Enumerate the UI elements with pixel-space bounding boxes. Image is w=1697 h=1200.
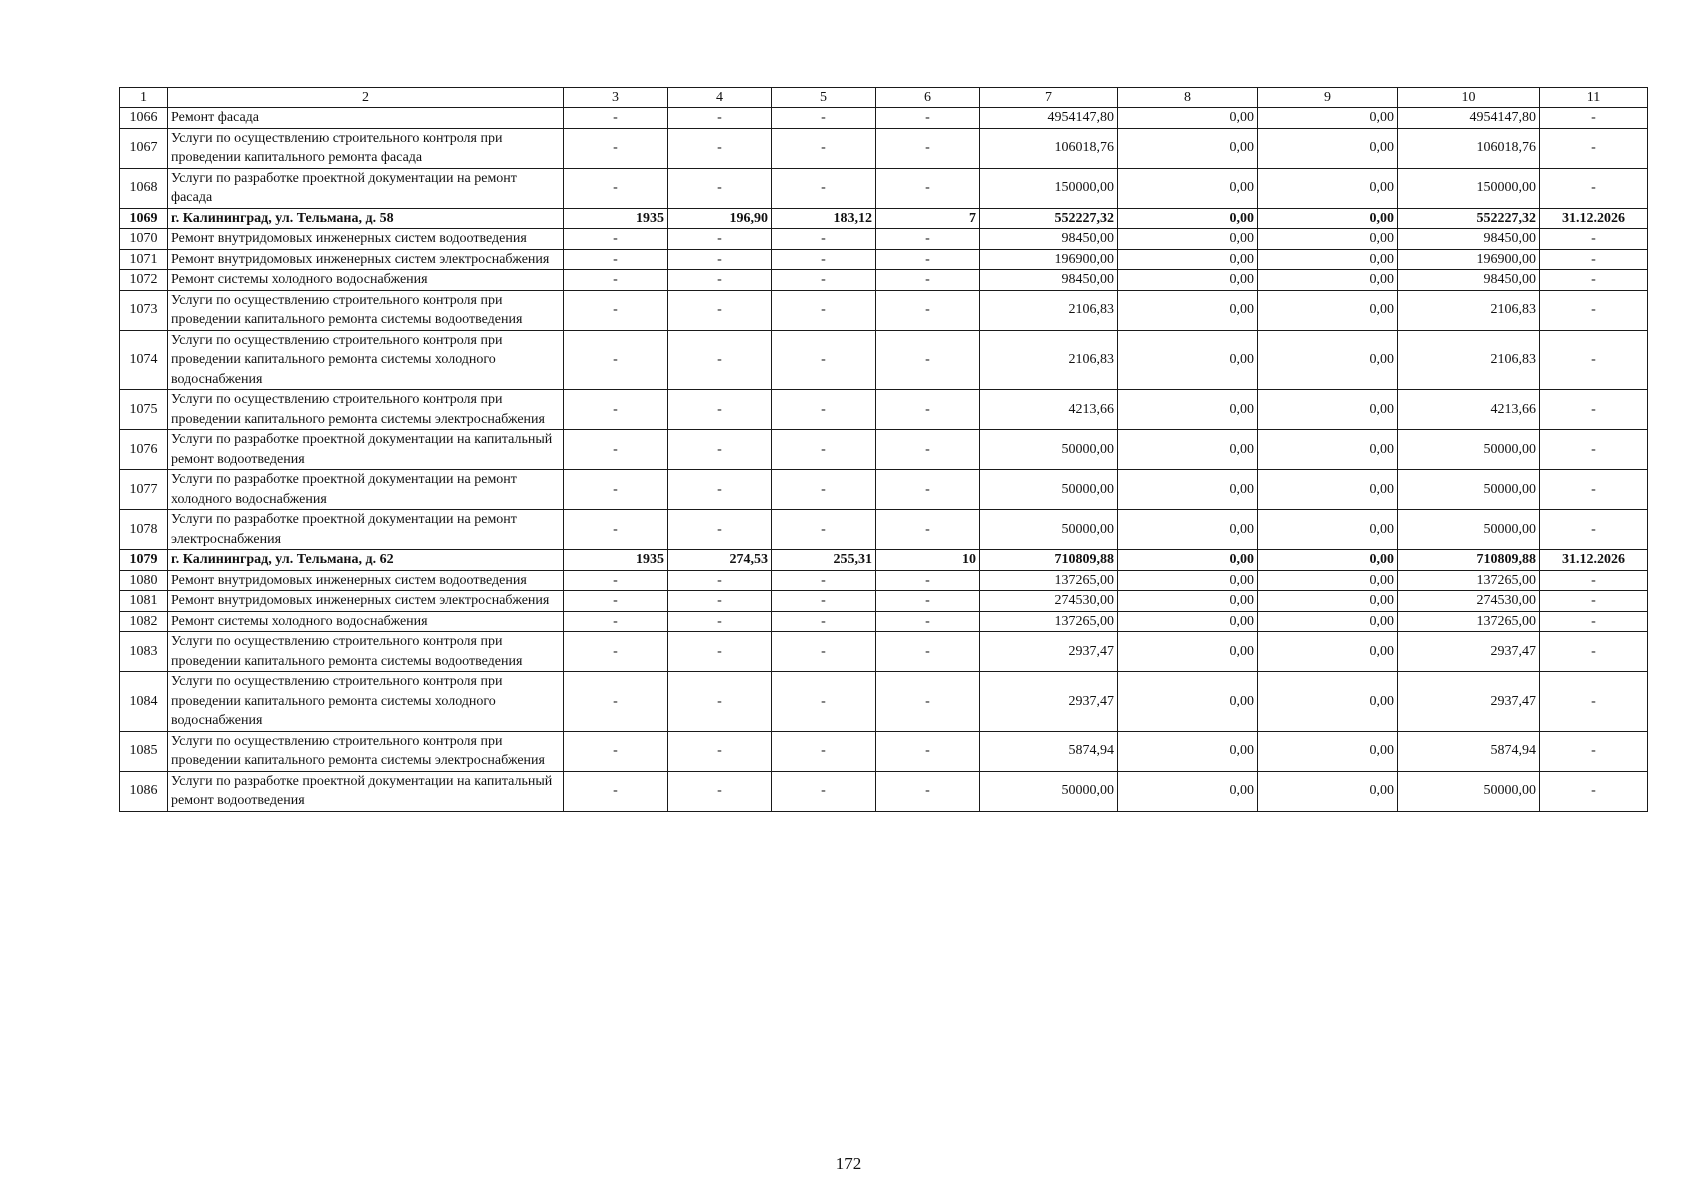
col9-cell: 0,00 bbox=[1258, 430, 1398, 470]
row-number-cell: 1078 bbox=[120, 510, 168, 550]
col9-cell: 0,00 bbox=[1258, 168, 1398, 208]
col7-cell: 98450,00 bbox=[980, 270, 1118, 291]
row-number-cell: 1067 bbox=[120, 128, 168, 168]
col11-cell: 31.12.2026 bbox=[1540, 550, 1648, 571]
col3-cell: - bbox=[564, 128, 668, 168]
col6-cell: - bbox=[876, 128, 980, 168]
col3-cell: - bbox=[564, 168, 668, 208]
col8-cell: 0,00 bbox=[1118, 290, 1258, 330]
item-name-cell: Ремонт внутридомовых инженерных систем водоотведения bbox=[168, 570, 564, 591]
col9-cell: 0,00 bbox=[1258, 330, 1398, 390]
row-number-cell: 1066 bbox=[120, 108, 168, 129]
col7-cell: 50000,00 bbox=[980, 510, 1118, 550]
col7-cell: 50000,00 bbox=[980, 771, 1118, 811]
col6-cell: - bbox=[876, 771, 980, 811]
col6-cell: - bbox=[876, 290, 980, 330]
col7-cell: 552227,32 bbox=[980, 208, 1118, 229]
item-name-cell: Ремонт внутридомовых инженерных систем электроснабжения bbox=[168, 591, 564, 612]
col4-cell: - bbox=[668, 128, 772, 168]
col9-cell: 0,00 bbox=[1258, 229, 1398, 250]
header-cell: 7 bbox=[980, 88, 1118, 108]
header-cell: 5 bbox=[772, 88, 876, 108]
col9-cell: 0,00 bbox=[1258, 270, 1398, 291]
item-name-cell: Ремонт внутридомовых инженерных систем электроснабжения bbox=[168, 249, 564, 270]
table-row bbox=[120, 672, 1648, 732]
item-name-cell: Услуги по осуществлению строительного контроля при проведении капитального ремонта системы электроснабжения bbox=[168, 731, 564, 771]
col4-cell: - bbox=[668, 470, 772, 510]
col10-cell: 2106,83 bbox=[1398, 330, 1540, 390]
col10-cell: 2937,47 bbox=[1398, 672, 1540, 732]
table-row bbox=[120, 430, 1648, 470]
col10-cell: 98450,00 bbox=[1398, 229, 1540, 250]
table-row bbox=[120, 229, 1648, 250]
col6-cell: - bbox=[876, 510, 980, 550]
row-number-cell: 1081 bbox=[120, 591, 168, 612]
row-number-cell: 1070 bbox=[120, 229, 168, 250]
table-row bbox=[120, 128, 1648, 168]
col3-cell: - bbox=[564, 330, 668, 390]
col11-cell: - bbox=[1540, 229, 1648, 250]
col10-cell: 4954147,80 bbox=[1398, 108, 1540, 129]
table-row bbox=[120, 510, 1648, 550]
col4-cell: - bbox=[668, 330, 772, 390]
col6-cell: - bbox=[876, 672, 980, 732]
col7-cell: 2937,47 bbox=[980, 632, 1118, 672]
col3-cell: - bbox=[564, 672, 668, 732]
col5-cell: - bbox=[772, 611, 876, 632]
col11-cell: - bbox=[1540, 390, 1648, 430]
col5-cell: 255,31 bbox=[772, 550, 876, 571]
col10-cell: 106018,76 bbox=[1398, 128, 1540, 168]
row-number-cell: 1071 bbox=[120, 249, 168, 270]
col9-cell: 0,00 bbox=[1258, 470, 1398, 510]
col6-cell: - bbox=[876, 270, 980, 291]
col9-cell: 0,00 bbox=[1258, 672, 1398, 732]
col4-cell: - bbox=[668, 229, 772, 250]
table-row bbox=[120, 470, 1648, 510]
col3-cell: 1935 bbox=[564, 550, 668, 571]
col7-cell: 196900,00 bbox=[980, 249, 1118, 270]
table-row bbox=[120, 108, 1648, 129]
item-name-cell: г. Калининград, ул. Тельмана, д. 62 bbox=[168, 550, 564, 571]
col8-cell: 0,00 bbox=[1118, 128, 1258, 168]
header-cell: 10 bbox=[1398, 88, 1540, 108]
col7-cell: 4954147,80 bbox=[980, 108, 1118, 129]
col4-cell: 196,90 bbox=[668, 208, 772, 229]
row-number-cell: 1083 bbox=[120, 632, 168, 672]
item-name-cell: Услуги по осуществлению строительного контроля при проведении капитального ремонта системы холодного водоснабжения bbox=[168, 330, 564, 390]
col9-cell: 0,00 bbox=[1258, 390, 1398, 430]
col11-cell: - bbox=[1540, 128, 1648, 168]
col10-cell: 4213,66 bbox=[1398, 390, 1540, 430]
col3-cell: - bbox=[564, 430, 668, 470]
item-name-cell: Ремонт фасада bbox=[168, 108, 564, 129]
item-name-cell: г. Калининград, ул. Тельмана, д. 58 bbox=[168, 208, 564, 229]
header-cell: 4 bbox=[668, 88, 772, 108]
col6-cell: - bbox=[876, 570, 980, 591]
table-row bbox=[120, 570, 1648, 591]
col6-cell: - bbox=[876, 168, 980, 208]
col3-cell: - bbox=[564, 470, 668, 510]
col4-cell: - bbox=[668, 390, 772, 430]
col8-cell: 0,00 bbox=[1118, 168, 1258, 208]
col3-cell: - bbox=[564, 249, 668, 270]
col4-cell: - bbox=[668, 731, 772, 771]
row-number-cell: 1077 bbox=[120, 470, 168, 510]
col6-cell: - bbox=[876, 108, 980, 129]
col4-cell: - bbox=[668, 611, 772, 632]
item-name-cell: Ремонт системы холодного водоснабжения bbox=[168, 611, 564, 632]
col6-cell: 10 bbox=[876, 550, 980, 571]
col4-cell: 274,53 bbox=[668, 550, 772, 571]
col5-cell: - bbox=[772, 731, 876, 771]
table-row bbox=[120, 731, 1648, 771]
col10-cell: 2106,83 bbox=[1398, 290, 1540, 330]
item-name-cell: Услуги по разработке проектной документации на ремонт фасада bbox=[168, 168, 564, 208]
header-cell: 6 bbox=[876, 88, 980, 108]
table-body bbox=[120, 88, 1648, 812]
col7-cell: 5874,94 bbox=[980, 731, 1118, 771]
col11-cell: - bbox=[1540, 290, 1648, 330]
col11-cell: - bbox=[1540, 570, 1648, 591]
col5-cell: - bbox=[772, 270, 876, 291]
col8-cell: 0,00 bbox=[1118, 270, 1258, 291]
col5-cell: - bbox=[772, 390, 876, 430]
col8-cell: 0,00 bbox=[1118, 430, 1258, 470]
col9-cell: 0,00 bbox=[1258, 290, 1398, 330]
row-number-cell: 1073 bbox=[120, 290, 168, 330]
col7-cell: 274530,00 bbox=[980, 591, 1118, 612]
col10-cell: 50000,00 bbox=[1398, 470, 1540, 510]
header-cell: 8 bbox=[1118, 88, 1258, 108]
col11-cell: - bbox=[1540, 270, 1648, 291]
item-name-cell: Услуги по разработке проектной документации на ремонт холодного водоснабжения bbox=[168, 470, 564, 510]
col10-cell: 2937,47 bbox=[1398, 632, 1540, 672]
row-number-cell: 1074 bbox=[120, 330, 168, 390]
col7-cell: 50000,00 bbox=[980, 470, 1118, 510]
col5-cell: - bbox=[772, 290, 876, 330]
col7-cell: 4213,66 bbox=[980, 390, 1118, 430]
col5-cell: - bbox=[772, 229, 876, 250]
item-name-cell: Ремонт внутридомовых инженерных систем водоотведения bbox=[168, 229, 564, 250]
col6-cell: - bbox=[876, 731, 980, 771]
item-name-cell: Ремонт системы холодного водоснабжения bbox=[168, 270, 564, 291]
col4-cell: - bbox=[668, 771, 772, 811]
col5-cell: - bbox=[772, 510, 876, 550]
col10-cell: 710809,88 bbox=[1398, 550, 1540, 571]
col3-cell: - bbox=[564, 611, 668, 632]
row-number-cell: 1079 bbox=[120, 550, 168, 571]
col8-cell: 0,00 bbox=[1118, 731, 1258, 771]
col6-cell: 7 bbox=[876, 208, 980, 229]
col5-cell: - bbox=[772, 591, 876, 612]
col5-cell: - bbox=[772, 470, 876, 510]
col9-cell: 0,00 bbox=[1258, 208, 1398, 229]
col11-cell: - bbox=[1540, 510, 1648, 550]
col8-cell: 0,00 bbox=[1118, 672, 1258, 732]
row-number-cell: 1084 bbox=[120, 672, 168, 732]
row-number-cell: 1069 bbox=[120, 208, 168, 229]
row-number-cell: 1086 bbox=[120, 771, 168, 811]
table-row bbox=[120, 270, 1648, 291]
row-number-cell: 1080 bbox=[120, 570, 168, 591]
item-name-cell: Услуги по разработке проектной документации на ремонт электроснабжения bbox=[168, 510, 564, 550]
row-number-cell: 1085 bbox=[120, 731, 168, 771]
item-name-cell: Услуги по разработке проектной документации на капитальный ремонт водоотведения bbox=[168, 430, 564, 470]
item-name-cell: Услуги по осуществлению строительного контроля при проведении капитального ремонта системы электроснабжения bbox=[168, 390, 564, 430]
item-name-cell: Услуги по осуществлению строительного контроля при проведении капитального ремонта системы холодного водоснабжения bbox=[168, 672, 564, 732]
col4-cell: - bbox=[668, 591, 772, 612]
col3-cell: - bbox=[564, 731, 668, 771]
col8-cell: 0,00 bbox=[1118, 390, 1258, 430]
col8-cell: 0,00 bbox=[1118, 249, 1258, 270]
col3-cell: - bbox=[564, 229, 668, 250]
col8-cell: 0,00 bbox=[1118, 591, 1258, 612]
col4-cell: - bbox=[668, 108, 772, 129]
col6-cell: - bbox=[876, 591, 980, 612]
header-cell: 2 bbox=[168, 88, 564, 108]
col7-cell: 50000,00 bbox=[980, 430, 1118, 470]
col6-cell: - bbox=[876, 611, 980, 632]
col11-cell: - bbox=[1540, 330, 1648, 390]
row-number-cell: 1075 bbox=[120, 390, 168, 430]
col7-cell: 106018,76 bbox=[980, 128, 1118, 168]
col5-cell: - bbox=[772, 249, 876, 270]
col9-cell: 0,00 bbox=[1258, 771, 1398, 811]
col4-cell: - bbox=[668, 430, 772, 470]
col10-cell: 274530,00 bbox=[1398, 591, 1540, 612]
col5-cell: - bbox=[772, 330, 876, 390]
col7-cell: 150000,00 bbox=[980, 168, 1118, 208]
col10-cell: 50000,00 bbox=[1398, 510, 1540, 550]
table-row bbox=[120, 591, 1648, 612]
col11-cell: - bbox=[1540, 731, 1648, 771]
col9-cell: 0,00 bbox=[1258, 591, 1398, 612]
col10-cell: 50000,00 bbox=[1398, 771, 1540, 811]
table-row bbox=[120, 208, 1648, 229]
col8-cell: 0,00 bbox=[1118, 229, 1258, 250]
col7-cell: 137265,00 bbox=[980, 570, 1118, 591]
col10-cell: 50000,00 bbox=[1398, 430, 1540, 470]
col6-cell: - bbox=[876, 390, 980, 430]
col9-cell: 0,00 bbox=[1258, 128, 1398, 168]
col8-cell: 0,00 bbox=[1118, 771, 1258, 811]
col5-cell: - bbox=[772, 430, 876, 470]
col8-cell: 0,00 bbox=[1118, 570, 1258, 591]
col11-cell: - bbox=[1540, 470, 1648, 510]
col4-cell: - bbox=[668, 249, 772, 270]
col5-cell: - bbox=[772, 771, 876, 811]
col11-cell: - bbox=[1540, 672, 1648, 732]
col11-cell: - bbox=[1540, 430, 1648, 470]
table-row bbox=[120, 290, 1648, 330]
col9-cell: 0,00 bbox=[1258, 570, 1398, 591]
row-number-cell: 1076 bbox=[120, 430, 168, 470]
column-number-header-row bbox=[120, 88, 1648, 108]
col3-cell: 1935 bbox=[564, 208, 668, 229]
col10-cell: 98450,00 bbox=[1398, 270, 1540, 291]
col9-cell: 0,00 bbox=[1258, 108, 1398, 129]
col5-cell: - bbox=[772, 128, 876, 168]
col3-cell: - bbox=[564, 771, 668, 811]
col6-cell: - bbox=[876, 229, 980, 250]
table-row bbox=[120, 330, 1648, 390]
col3-cell: - bbox=[564, 591, 668, 612]
col3-cell: - bbox=[564, 270, 668, 291]
col5-cell: - bbox=[772, 168, 876, 208]
col6-cell: - bbox=[876, 249, 980, 270]
table-row bbox=[120, 249, 1648, 270]
col6-cell: - bbox=[876, 632, 980, 672]
col11-cell: - bbox=[1540, 591, 1648, 612]
col9-cell: 0,00 bbox=[1258, 611, 1398, 632]
col4-cell: - bbox=[668, 672, 772, 732]
col4-cell: - bbox=[668, 168, 772, 208]
col11-cell: - bbox=[1540, 632, 1648, 672]
col8-cell: 0,00 bbox=[1118, 330, 1258, 390]
col9-cell: 0,00 bbox=[1258, 731, 1398, 771]
col11-cell: - bbox=[1540, 108, 1648, 129]
col5-cell: - bbox=[772, 570, 876, 591]
col4-cell: - bbox=[668, 632, 772, 672]
item-name-cell: Услуги по осуществлению строительного контроля при проведении капитального ремонта системы водоотведения bbox=[168, 290, 564, 330]
col3-cell: - bbox=[564, 570, 668, 591]
col10-cell: 137265,00 bbox=[1398, 570, 1540, 591]
col9-cell: 0,00 bbox=[1258, 249, 1398, 270]
col10-cell: 5874,94 bbox=[1398, 731, 1540, 771]
col10-cell: 150000,00 bbox=[1398, 168, 1540, 208]
col9-cell: 0,00 bbox=[1258, 632, 1398, 672]
header-cell: 1 bbox=[120, 88, 168, 108]
col3-cell: - bbox=[564, 510, 668, 550]
col5-cell: - bbox=[772, 108, 876, 129]
col11-cell: - bbox=[1540, 611, 1648, 632]
col4-cell: - bbox=[668, 270, 772, 291]
col4-cell: - bbox=[668, 510, 772, 550]
col11-cell: - bbox=[1540, 249, 1648, 270]
col11-cell: 31.12.2026 bbox=[1540, 208, 1648, 229]
item-name-cell: Услуги по разработке проектной документации на капитальный ремонт водоотведения bbox=[168, 771, 564, 811]
col3-cell: - bbox=[564, 390, 668, 430]
item-name-cell: Услуги по осуществлению строительного контроля при проведении капитального ремонта системы водоотведения bbox=[168, 632, 564, 672]
col8-cell: 0,00 bbox=[1118, 611, 1258, 632]
header-cell: 11 bbox=[1540, 88, 1648, 108]
col6-cell: - bbox=[876, 330, 980, 390]
table-row bbox=[120, 771, 1648, 811]
col8-cell: 0,00 bbox=[1118, 632, 1258, 672]
col3-cell: - bbox=[564, 290, 668, 330]
col6-cell: - bbox=[876, 470, 980, 510]
works-table bbox=[119, 87, 1648, 812]
col7-cell: 710809,88 bbox=[980, 550, 1118, 571]
col8-cell: 0,00 bbox=[1118, 208, 1258, 229]
col8-cell: 0,00 bbox=[1118, 108, 1258, 129]
col7-cell: 137265,00 bbox=[980, 611, 1118, 632]
col9-cell: 0,00 bbox=[1258, 510, 1398, 550]
col7-cell: 98450,00 bbox=[980, 229, 1118, 250]
col9-cell: 0,00 bbox=[1258, 550, 1398, 571]
col8-cell: 0,00 bbox=[1118, 470, 1258, 510]
row-number-cell: 1068 bbox=[120, 168, 168, 208]
col5-cell: - bbox=[772, 672, 876, 732]
col6-cell: - bbox=[876, 430, 980, 470]
header-cell: 3 bbox=[564, 88, 668, 108]
col7-cell: 2937,47 bbox=[980, 672, 1118, 732]
header-cell: 9 bbox=[1258, 88, 1398, 108]
col8-cell: 0,00 bbox=[1118, 510, 1258, 550]
col4-cell: - bbox=[668, 570, 772, 591]
row-number-cell: 1072 bbox=[120, 270, 168, 291]
row-number-cell: 1082 bbox=[120, 611, 168, 632]
table-row bbox=[120, 550, 1648, 571]
col8-cell: 0,00 bbox=[1118, 550, 1258, 571]
col5-cell: - bbox=[772, 632, 876, 672]
col5-cell: 183,12 bbox=[772, 208, 876, 229]
col11-cell: - bbox=[1540, 168, 1648, 208]
table-row bbox=[120, 611, 1648, 632]
table-row bbox=[120, 168, 1648, 208]
table-row bbox=[120, 632, 1648, 672]
col4-cell: - bbox=[668, 290, 772, 330]
col10-cell: 137265,00 bbox=[1398, 611, 1540, 632]
col7-cell: 2106,83 bbox=[980, 330, 1118, 390]
col3-cell: - bbox=[564, 108, 668, 129]
col10-cell: 552227,32 bbox=[1398, 208, 1540, 229]
table-row bbox=[120, 390, 1648, 430]
col7-cell: 2106,83 bbox=[980, 290, 1118, 330]
page-number: 172 bbox=[835, 1154, 862, 1173]
item-name-cell: Услуги по осуществлению строительного контроля при проведении капитального ремонта фасада bbox=[168, 128, 564, 168]
col10-cell: 196900,00 bbox=[1398, 249, 1540, 270]
col11-cell: - bbox=[1540, 771, 1648, 811]
col3-cell: - bbox=[564, 632, 668, 672]
